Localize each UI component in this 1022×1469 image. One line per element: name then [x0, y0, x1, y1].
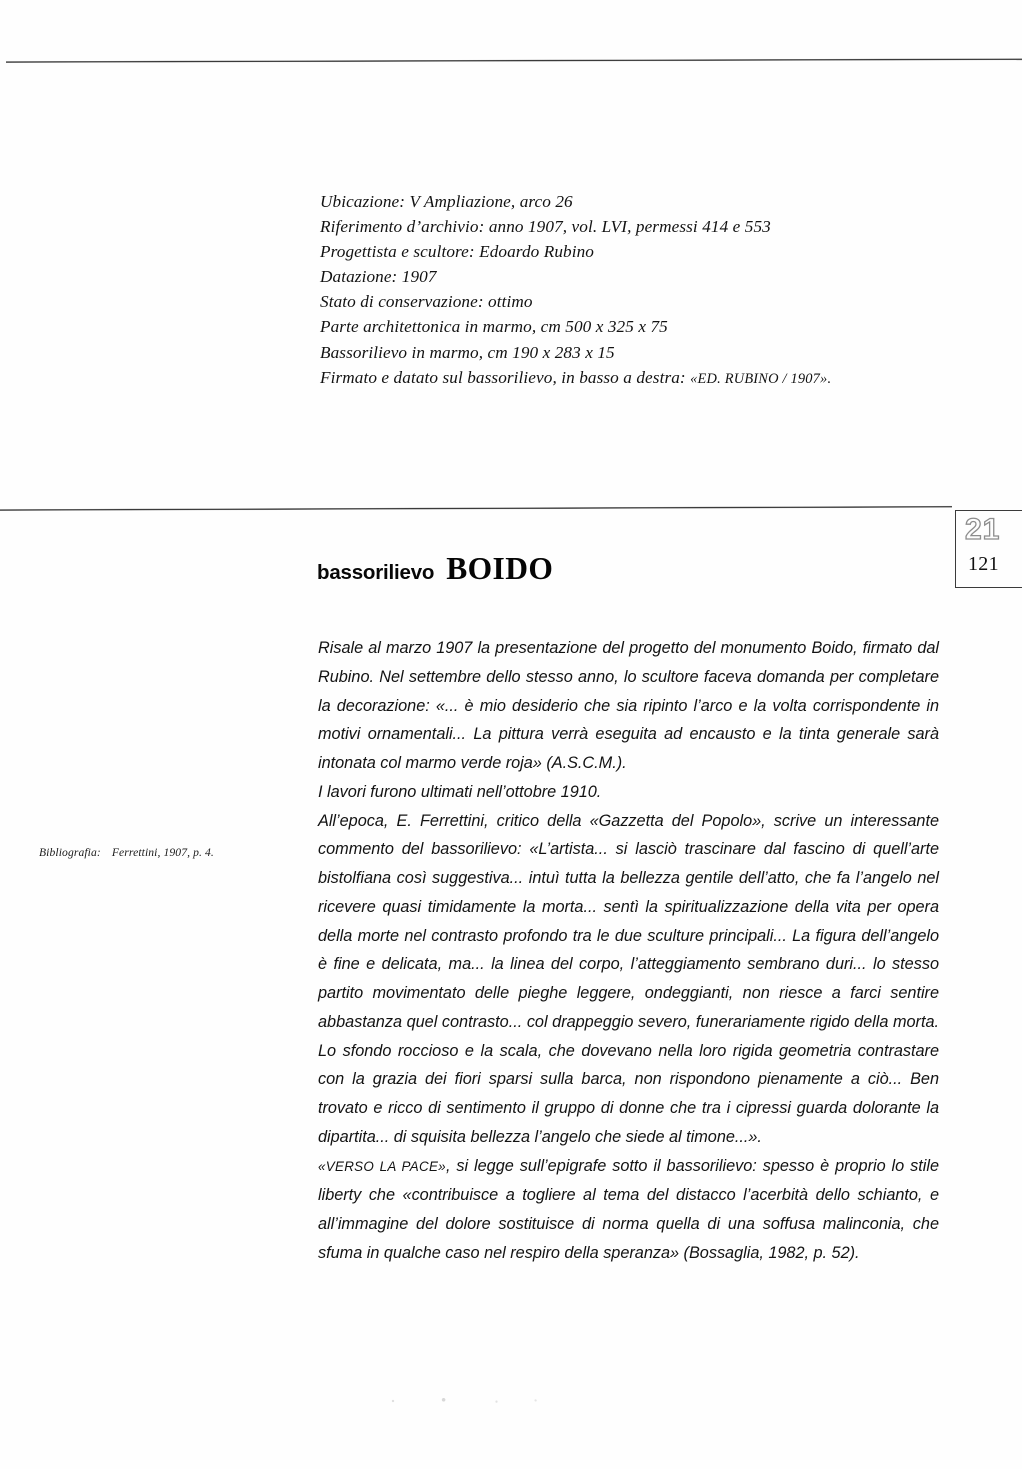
body-paragraph-4-rest: , si legge sull’epigrafe sotto il bassorilievo: spesso è proprio lo stile liberty che «contribuisce a togliere al tema del distacco l’acerbità dello schianto, e all’immagine del dolore sostituisce di norma quella di una soffusa malinconia, che sfuma in qualche caso nel respiro della speranza» (Bossaglia, 1982, p. 52).: [318, 1156, 939, 1262]
metadata-line-conservation-state: Stato di conservazione: ottimo: [320, 292, 533, 312]
metadata-line-location: Ubicazione: V Ampliazione, arco 26: [320, 192, 573, 211]
body-paragraph-3: All’epoca, E. Ferrettini, critico della «Gazzetta del Popolo», scrive un interessante commento del bassorilievo: «L’artista... si lasciò trascinare dal fascino di quell’arte bistolfiana così suggestiva... intuì tutta la bellezza gentile dell’atto, che fa l’angelo nel ricevere quasi timidamente la morta... sentì la spiritualizzazione della vita per opera della morte nel contrasto profondo tra le due sculture principali... La figura dell’angelo è fine e delicata, ma... la linea del corpo, l’atteggiamento sembrano duri... lo stesso partito movimentato delle pieghe leggere, ondeggianti, non riesce a farci sentire abbastanza quel contrasto... col drappeggio severo, funerariamente rigido della morta. Lo sfondo roccioso e la scala, che dovevano nella loro rigida geometria contrastare con la grazia dei fiori sparsi sulla barca, non rispondono pienamente a ciò... Ben trovato e ricco di sentimento il gruppo di donne che tra i cipressi guarda dolorante la dipartita... di squisita bellezza l’angelo che siede al timone...».: [318, 811, 939, 1146]
top-scan-rule: [6, 58, 1022, 63]
metadata-line-dating: Datazione: 1907: [320, 267, 437, 287]
body-paragraph-4: [318, 1152, 939, 1268]
page-number-box: [955, 510, 1022, 588]
bibliography-label: Bibliografia:: [39, 846, 101, 859]
body-paragraph-2: I lavori furono ultimati nell’ottobre 1910.: [318, 782, 602, 801]
bibliography-note: [39, 846, 214, 859]
body-text-column: [318, 634, 939, 1268]
scan-noise-artifact: [370, 1398, 600, 1404]
bibliography-entry: Ferrettini, 1907, p. 4.: [111, 846, 214, 859]
artwork-metadata-block: [320, 189, 940, 392]
metadata-line-archive-reference: Riferimento d’archivio: anno 1907, vol. LVI, permessi 414 e 553: [320, 217, 771, 237]
metadata-line-relief-dimensions: Bassorilievo in marmo, cm 190 x 283 x 15: [320, 342, 615, 362]
signature-quote: «ED. RUBINO / 1907».: [690, 370, 832, 387]
body-paragraph-1: Risale al marzo 1907 la presentazione del progetto del monumento Boido, firmato dal Rubino. Nel settembre dello stesso anno, lo scultore faceva domanda per completare la decorazione: «... è mio desiderio che sia ripinto l’arco e la volta corrispondente in motivi ornamentali... La pittura verrà eseguita ad encausto e la tinta generale sarà intonata col marmo verde roja» (A.S.C.M.).: [318, 639, 939, 772]
chapter-marker: 21: [965, 513, 1001, 546]
metadata-line-designer-sculptor: Progettista e scultore: Edoardo Rubino: [320, 242, 594, 262]
section-divider-rule: [0, 506, 952, 511]
page-title: BOIDO: [446, 551, 554, 586]
section-heading: [317, 551, 553, 587]
metadata-line-signature: [320, 365, 940, 392]
metadata-line-architectural-part: Parte architettonica in marmo, cm 500 x 325 x 75: [320, 317, 668, 337]
folio-number: 121: [968, 553, 999, 575]
heading-kind-label: bassorilievo: [317, 561, 435, 584]
epigraph-inscription: «VERSO LA PACE»: [318, 1158, 446, 1174]
signature-prefix: Firmato e datato sul bassorilievo, in basso a destra:: [320, 367, 691, 387]
